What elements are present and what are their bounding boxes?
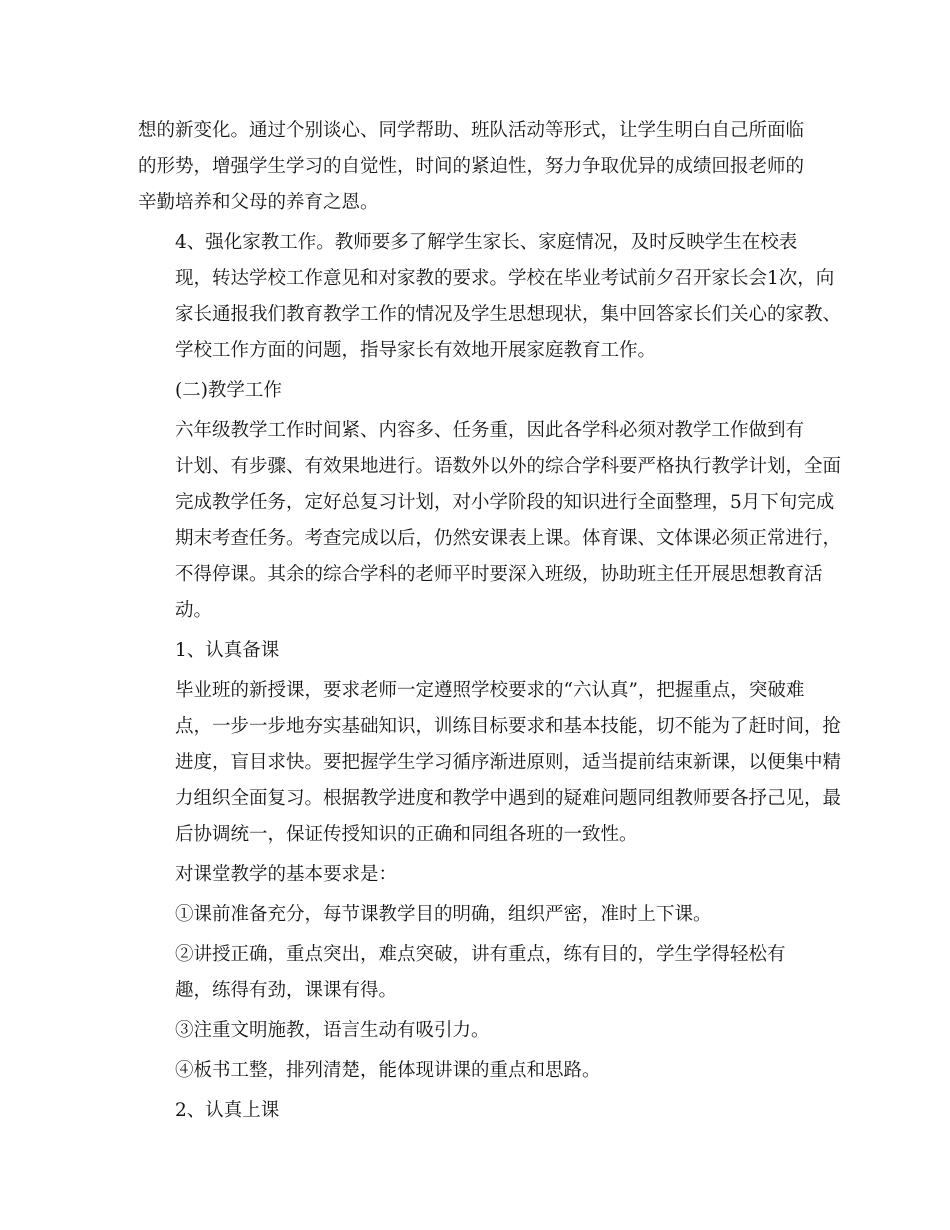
text-line: 不得停课。其余的综合学科的老师平时要深入班级，协助班主任开展思想教育活 bbox=[175, 564, 823, 585]
paragraph bbox=[138, 1053, 814, 1089]
document-body bbox=[138, 113, 842, 1133]
text-line: 六年级教学工作时间紧、内容多、任务重，因此各学科必须对教学工作做到有 bbox=[175, 420, 805, 441]
paragraph bbox=[138, 413, 842, 629]
text-line: 完成教学任务，定好总复习计划，对小学阶段的知识进行全面整理，5月下旬完成 bbox=[175, 492, 835, 513]
text-line: 对课堂教学的基本要求是： bbox=[175, 864, 398, 885]
text-line: ②讲授正确，重点突出，难点突破，讲有重点，练有目的，学生学得轻松有 bbox=[175, 944, 786, 965]
text-line: 2、认真上课 bbox=[175, 1100, 280, 1121]
text-line: 1、认真备课 bbox=[175, 640, 280, 661]
text-line: 4、强化家教工作。教师要多了解学生家长、家庭情况，及时反映学生在校表 bbox=[175, 232, 798, 253]
text-line: ③注重文明施教，语言生动有吸引力。 bbox=[175, 1020, 490, 1041]
paragraph bbox=[138, 1013, 814, 1049]
text-line: ④板书工整，排列清楚，能体现讲课的重点和思路。 bbox=[175, 1060, 601, 1081]
text-line: 动。 bbox=[175, 600, 213, 621]
paragraph bbox=[138, 113, 814, 221]
text-line: 点，一步一步地夯实基础知识，训练目标要求和基本技能，切不能为了赶时间，抢 bbox=[175, 716, 842, 737]
paragraph bbox=[138, 937, 814, 1009]
text-line: 进度，盲目求快。要把握学生学习循序渐进原则，适当提前结束新课，以便集中精 bbox=[175, 752, 842, 773]
paragraph bbox=[138, 373, 814, 409]
text-line: 毕业班的新授课，要求老师一定遵照学校要求的“六认真”，把握重点，突破难 bbox=[175, 680, 805, 701]
text-line: 现，转达学校工作意见和对家教的要求。学校在毕业考试前夕召开家长会1次，向 bbox=[175, 268, 835, 289]
text-line: 辛勤培养和父母的养育之恩。 bbox=[138, 192, 379, 213]
text-line: 力组织全面复习。根据教学进度和教学中遇到的疑难问题同组教师要各抒己见，最 bbox=[175, 788, 842, 809]
text-line: (二)教学工作 bbox=[175, 380, 282, 401]
text-line: 趣，练得有劲，课课有得。 bbox=[175, 980, 398, 1001]
text-line: 计划、有步骤、有效果地进行。语数外以外的综合学科要严格执行教学计划，全面 bbox=[175, 456, 842, 477]
paragraph bbox=[138, 897, 814, 933]
paragraph bbox=[138, 633, 814, 669]
paragraph bbox=[138, 225, 842, 369]
text-line: ①课前准备充分，每节课教学目的明确，组织严密，准时上下课。 bbox=[175, 904, 712, 925]
text-line: 的形势，增强学生学习的自觉性，时间的紧迫性，努力争取优异的成绩回报老师的 bbox=[138, 156, 805, 177]
paragraph bbox=[138, 673, 842, 853]
text-line: 期末考查任务。考查完成以后，仍然安课表上课。体育课、文体课必须正常进行， bbox=[175, 528, 842, 549]
text-line: 想的新变化。通过个别谈心、同学帮助、班队活动等形式，让学生明白自己所面临 bbox=[138, 120, 805, 141]
text-line: 后协调统一，保证传授知识的正确和同组各班的一致性。 bbox=[175, 824, 638, 845]
paragraph bbox=[138, 1093, 814, 1129]
text-line: 学校工作方面的问题，指导家长有效地开展家庭教育工作。 bbox=[175, 340, 657, 361]
paragraph bbox=[138, 857, 814, 893]
text-line: 家长通报我们教育教学工作的情况及学生思想现状，集中回答家长们关心的家教、 bbox=[175, 304, 842, 325]
